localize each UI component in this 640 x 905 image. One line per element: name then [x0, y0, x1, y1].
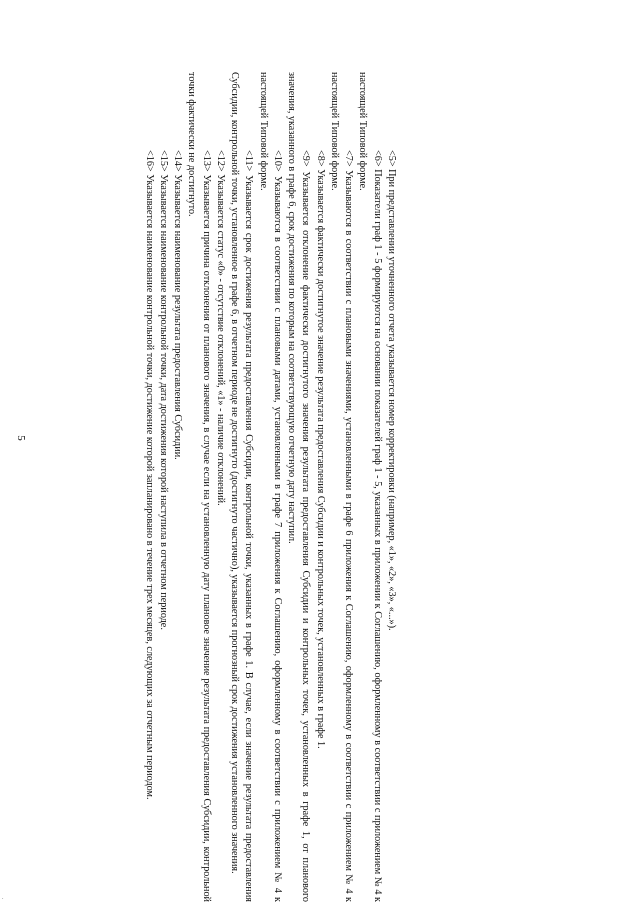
footnote-7: <7> Указываются в соответствии с плановыми значениями, установленными в графе 6 приложения к Соглашению, оформленному в соответствии с приложением № 4 к настоящей Типовой форме. [329, 72, 355, 902]
footnote-9: <9> Указывается отклонение фактически достигнутого значения результата предоставления Субсидии и контрольных точек, установленных в графе 1, от планового значения, указанного в графе 6, срок достижения по которым на соответствующую отчетную дату наступил. [286, 72, 312, 902]
rotated-page-body [142, 72, 399, 902]
page-number: 5 [14, 435, 27, 441]
footnote-16: <16> Указывается наименование контрольной точки, достижение которой запланировано в течение трех месяцев, следующих за отчетным периодом. [143, 150, 155, 800]
footnote-14: <14> Указывается наименование результата предоставления Субсидии. [172, 150, 184, 460]
footnote-15: <15> Указывается наименование контрольной точки, дата достижения которой наступила в отчетном периоде. [158, 150, 169, 630]
footnote-10: <10> Указываются в соответствии с плановыми датами, установленными в графе 7 приложения к Соглашению, оформленному в соответствии с приложением № 4 к настоящей Типовой форме. [257, 72, 283, 902]
corner-mark: . [2, 895, 4, 901]
footnotes-text [142, 72, 399, 902]
footnote-5: <5> При представлении уточненного отчета указывается номер корректировки (например, «1», «2», «3», «...»). [386, 150, 397, 631]
footnote-11: <11> Указывается срок достижения результата предоставления Субсидии, контрольной точки, указанных в графе 1. В случае, если значение результата предоставления Субсидии, контрольной точки, установленное в графе 6, в отчетном периоде не достигнуто (достигнуто частично), указывается прогнозный срок достижения установленного значения. [229, 72, 255, 902]
footnote-12: <12> Указывается статус «0» - отсутствие отклонений, «1» - наличие отклонений. [215, 150, 226, 506]
footnote-13: <13> Указывается причина отклонения от планового значения, в случае если на установленную дату плановое значение результата предоставления Субсидии, контрольной точки фактически не достигнуто. [186, 72, 212, 902]
footnote-6: <6> Показатели граф 1 - 5 формируются на основании показателей граф 1 - 5, указанных в приложении к Соглашению, оформленному в соответствии с приложением № 4 к настоящей Типовой форме. [357, 72, 383, 902]
footnote-8: <8> Указывается фактически достигнутое значение результата предоставления Субсидии и контрольных точек, установленных в графе 1. [314, 150, 326, 749]
